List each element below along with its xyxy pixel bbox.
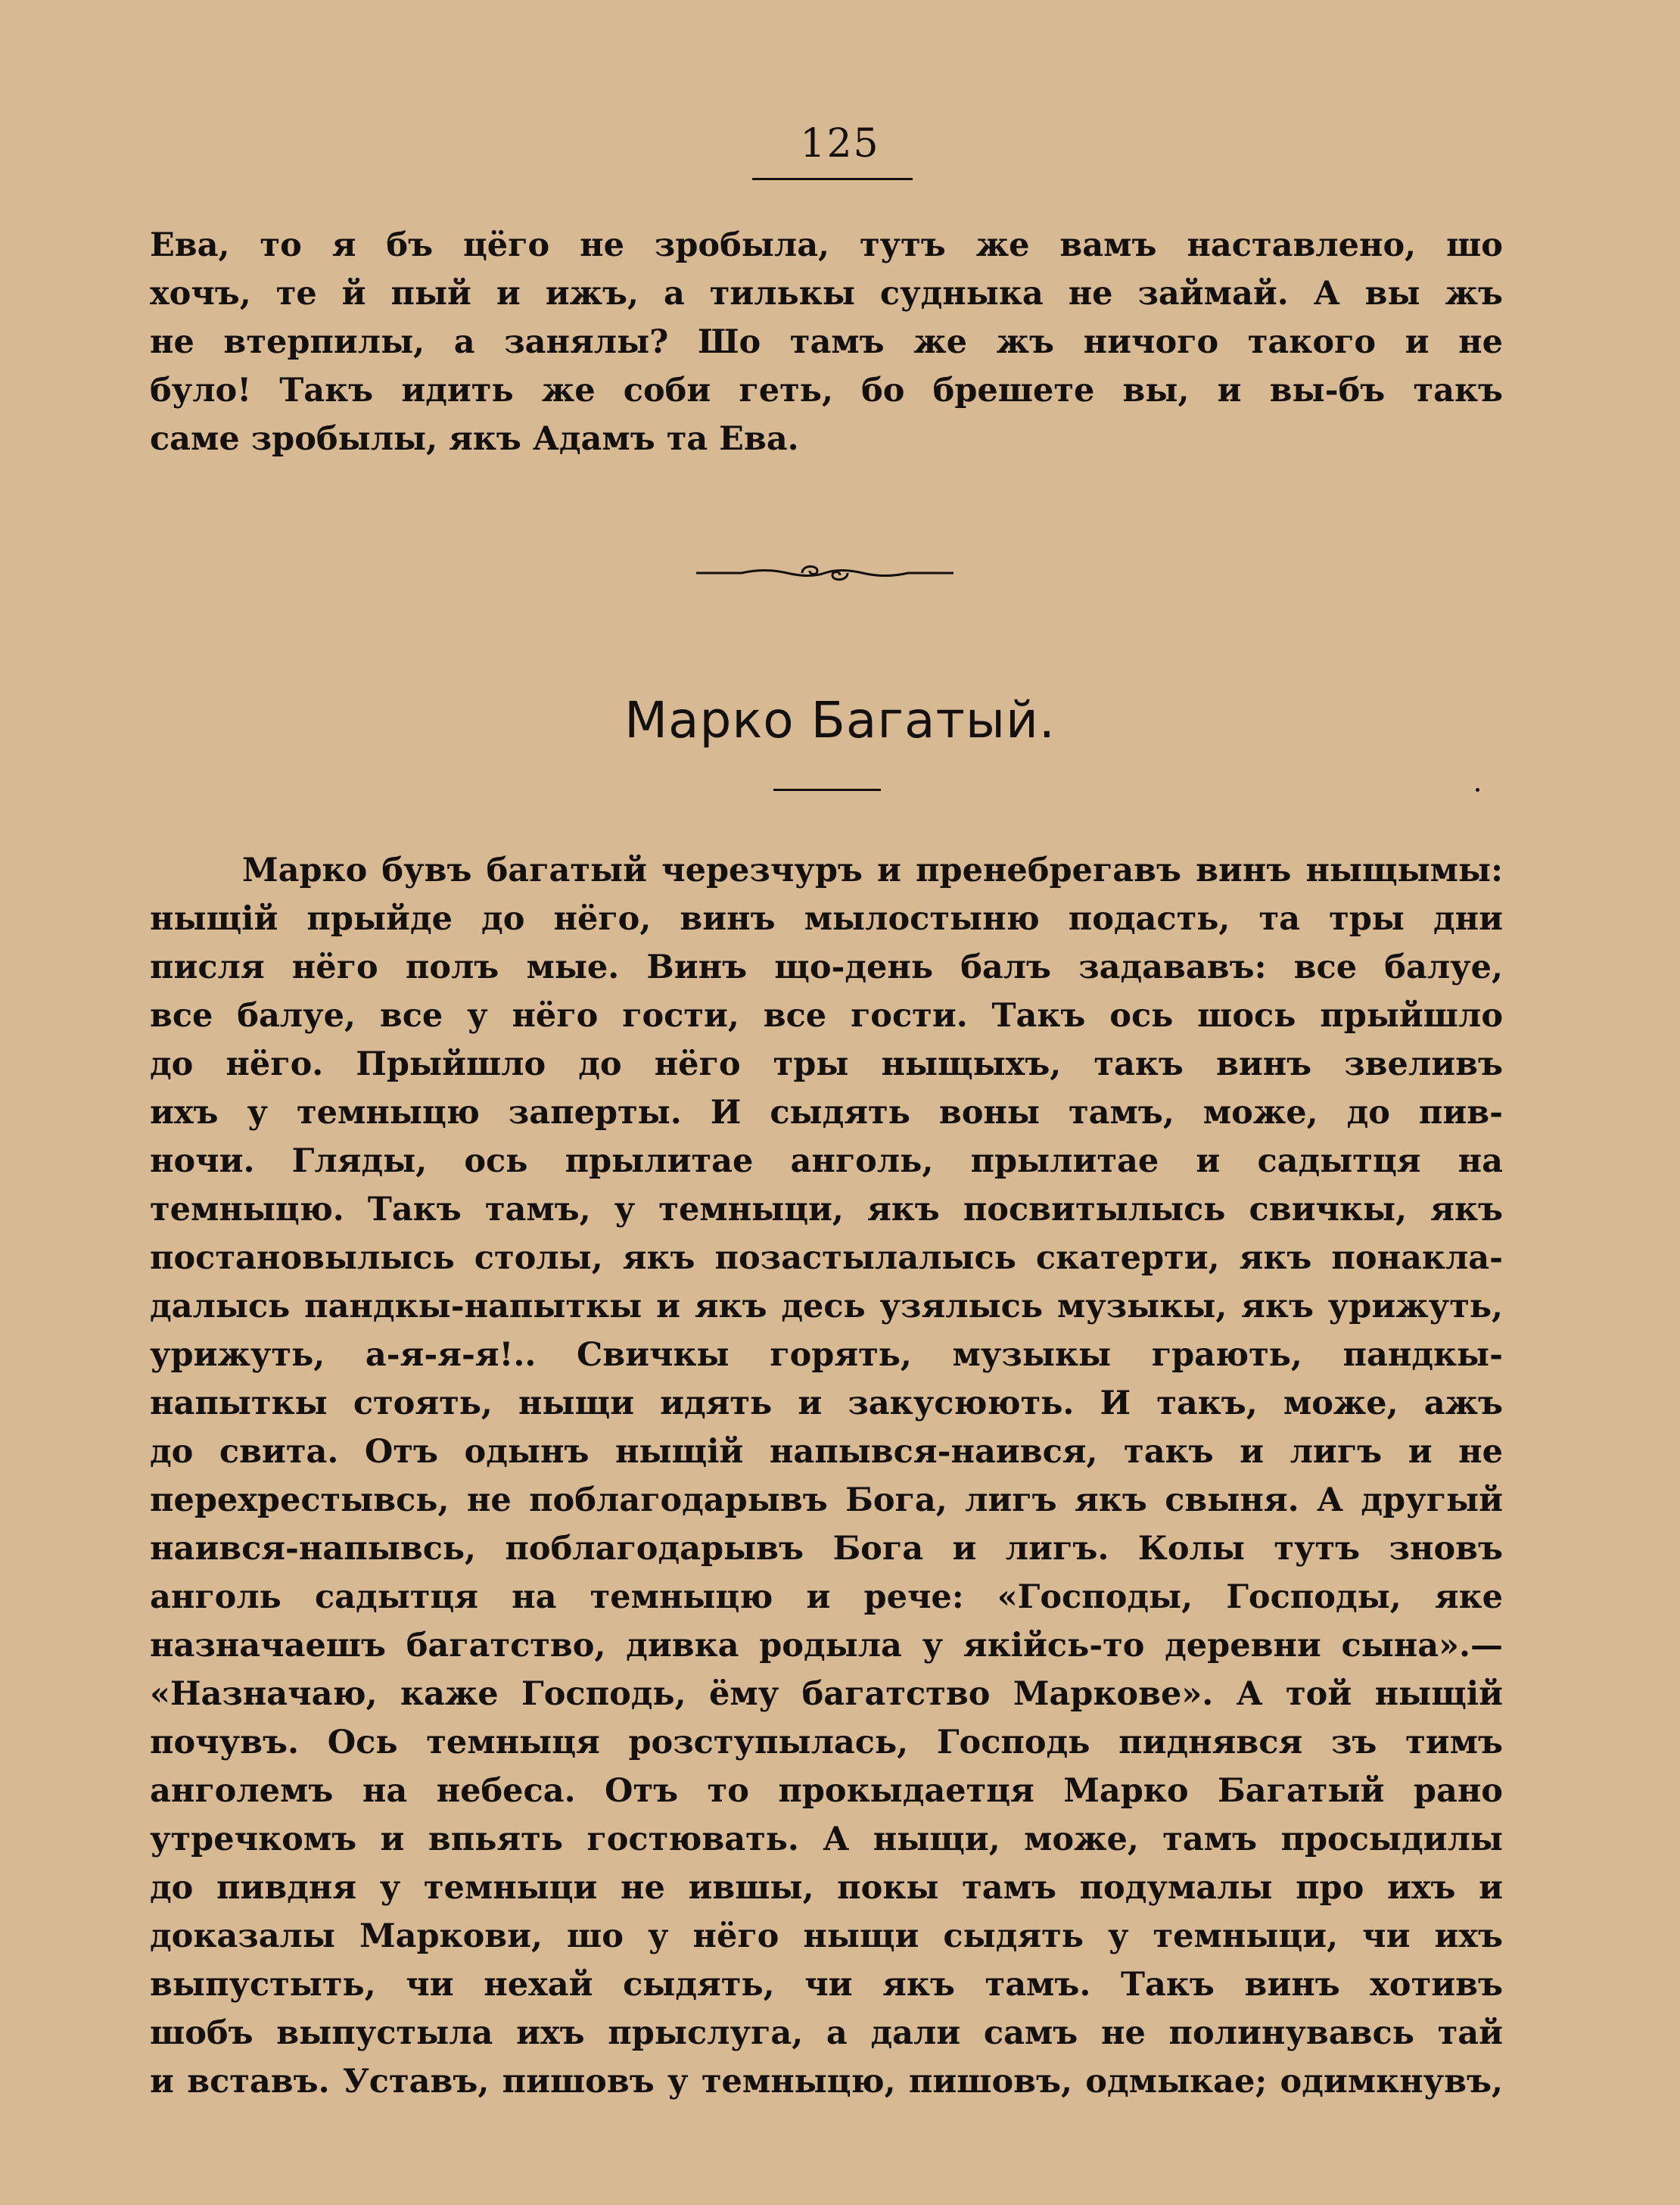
text-line: напыткы стоять, ныщи идять и закусюють. И такъ, може, ажъ [150, 1384, 1503, 1422]
text-line: писля нёго полъ мые. Винъ що-день балъ задававъ: все балуе, [150, 948, 1503, 986]
text-line: все балуе, все у нёго гости, все гости. Такъ ось шось прыйшло [150, 997, 1503, 1035]
text-line: анголь садытця на темныцю и рече: «Господы, Господы, яке [150, 1578, 1503, 1616]
text-line: темныцю. Такъ тамъ, у темныци, якъ посвитылысь свичкы, якъ [150, 1191, 1503, 1229]
text-line: назначаешъ багатство, дивка родыла у якійсь-то деревни сына».— [150, 1627, 1503, 1665]
text-line: до свита. Отъ одынъ ныщій напывся-наився, такъ и лигъ и не [150, 1433, 1503, 1471]
text-line: до пивдня у темныци не ившы, покы тамъ подумалы про ихъ и [150, 1869, 1503, 1907]
text-line: «Назначаю, каже Господь, ёму багатство Маркове». А той ныщій [150, 1675, 1503, 1713]
page-number: 125 [800, 121, 880, 167]
text-line: саме зробылы, якъ Адамъ та Ева. [150, 420, 799, 458]
text-line: наився-напывсь, поблагодарывъ Бога и лигъ. Колы тутъ зновъ [150, 1530, 1503, 1568]
text-line: ночи. Гляды, ось прылитае анголь, прылитае и садытця на [150, 1142, 1503, 1180]
text-line: шобъ выпустыла ихъ прыслуга, а дали самъ не полинувавсь тай [150, 2014, 1503, 2052]
text-line: Ева, то я бъ цёго не зробыла, тутъ же вамъ наставлено, шо [150, 226, 1503, 264]
print-speck [1476, 788, 1479, 792]
text-line: перехрестывсь, не поблагодарывъ Бога, лигъ якъ свыня. А другый [150, 1481, 1503, 1519]
text-line: було! Такъ идить же соби геть, бо брешете вы, и вы-бъ такъ [150, 372, 1503, 410]
page-number-rule [752, 178, 913, 180]
story-title: Марко Багатый. [624, 691, 1056, 749]
previous-story-ending [150, 221, 1503, 463]
section-divider-ornament [696, 560, 954, 586]
text-line: ныщій прыйде до нёго, винъ мылостыню подасть, та тры дни [150, 900, 1503, 938]
story-body [150, 846, 1503, 2106]
text-line: и вставъ. Уставъ, пишовъ у темныцю, пишовъ, одмыкае; одимкнувъ, [150, 2063, 1503, 2101]
text-line: анголемъ на небеса. Отъ то прокыдаетця Марко Багатый рано [150, 1772, 1503, 1810]
text-line: утречкомъ и впьять гостювать. А ныщи, може, тамъ просыдилы [150, 1820, 1503, 1858]
text-line: далысь пандкы-напыткы и якъ десь узялысь музыкы, якъ урижуть, [150, 1288, 1503, 1325]
text-line: Марко бувъ багатый черезчуръ и пренебрегавъ винъ ныщымы: [242, 852, 1503, 889]
text-line: ихъ у темныцю заперты. И сыдять воны тамъ, може, до пив- [150, 1094, 1503, 1132]
text-line: доказалы Маркови, шо у нёго ныщи сыдять у темныци, чи ихъ [150, 1917, 1503, 1955]
text-line: хочъ, те й пый и ижъ, а тилькы судныка не займай. А вы жъ [150, 275, 1503, 313]
title-rule [773, 789, 881, 791]
text-line: урижуть, а-я-я-я!.. Свичкы горять, музыкы грають, пандкы- [150, 1336, 1503, 1374]
text-line: не втерпилы, а занялы? Шо тамъ же жъ ничого такого и не [150, 323, 1503, 361]
text-line: почувъ. Ось темныця розступылась, Господь пиднявся зъ тимъ [150, 1724, 1503, 1761]
text-line: выпустыть, чи нехай сыдять, чи якъ тамъ. Такъ винъ хотивъ [150, 1966, 1503, 2004]
text-line: постановылысь столы, якъ позастылалысь скатерти, якъ понакла- [150, 1239, 1503, 1277]
text-line: до нёго. Прыйшло до нёго тры ныщыхъ, такъ винъ звеливъ [150, 1045, 1503, 1083]
